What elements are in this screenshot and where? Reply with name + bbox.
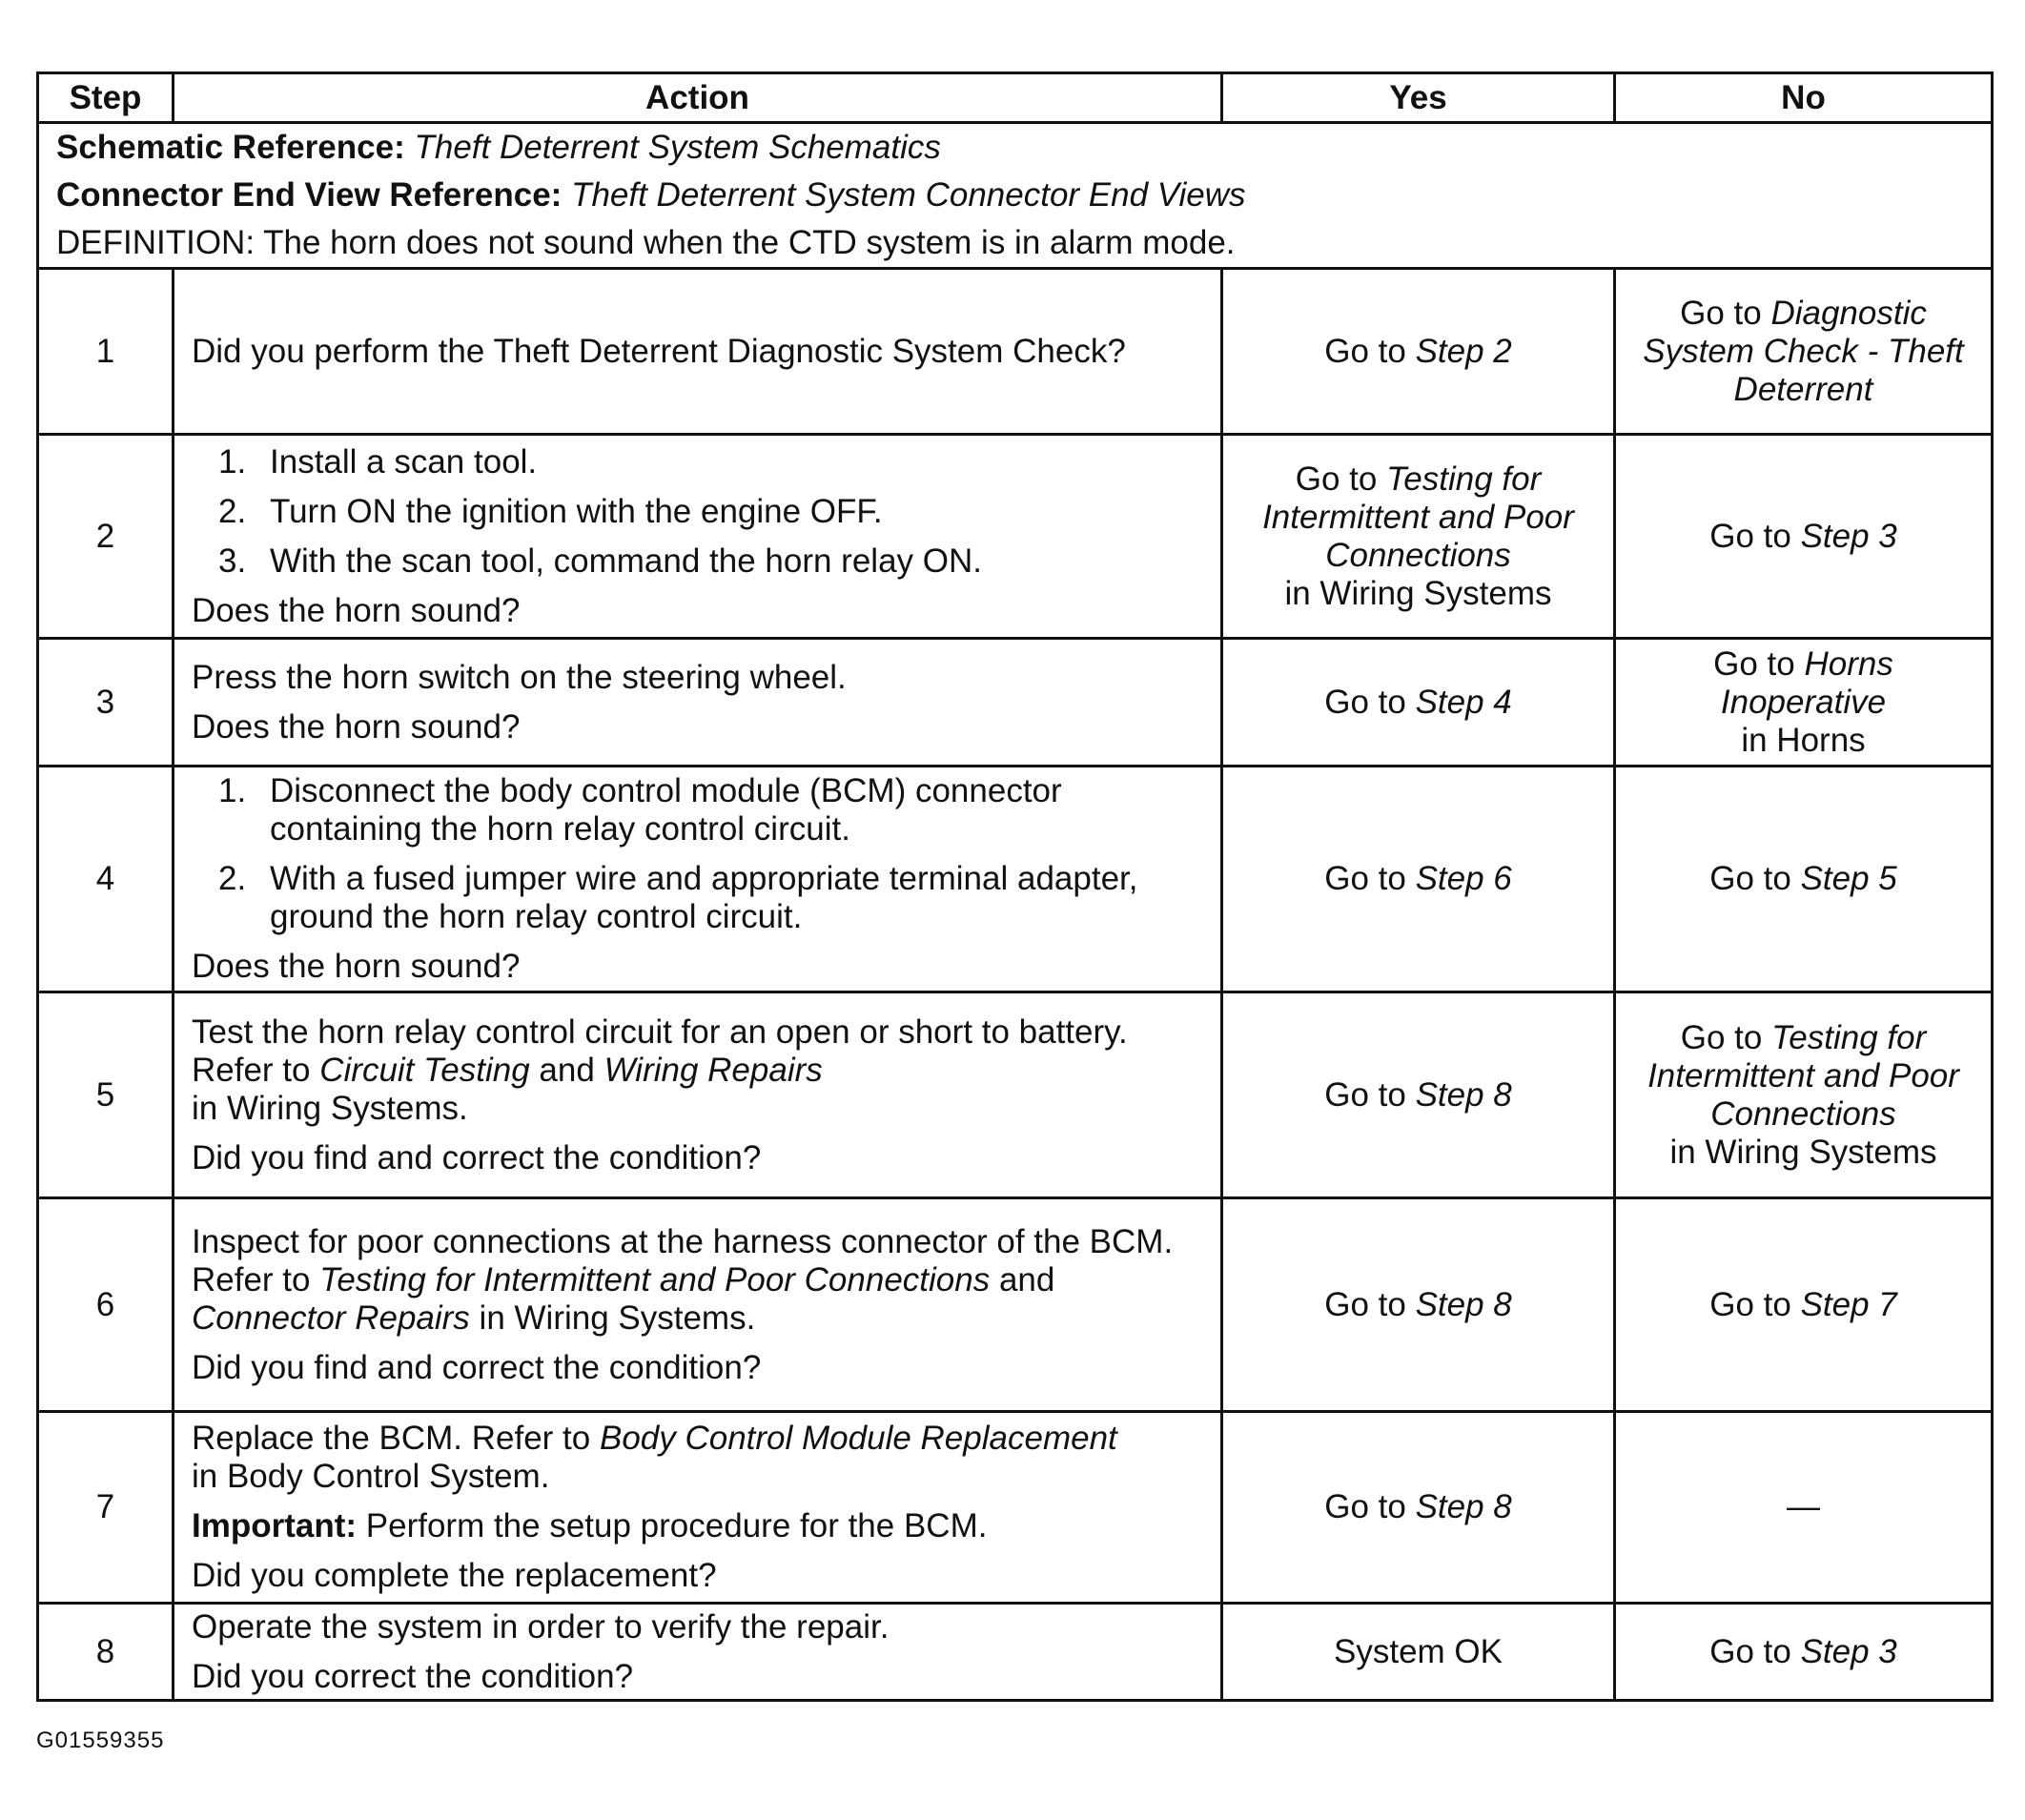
- yes-cell: [1222, 1412, 1615, 1604]
- no-dash: —: [1787, 1488, 1820, 1525]
- list-number: 1.: [218, 442, 247, 481]
- action-cell: [174, 269, 1222, 435]
- action-text: [192, 1013, 1203, 1128]
- no-suffix: in Wiring Systems: [1669, 1133, 1937, 1171]
- no-cell: [1615, 992, 1993, 1198]
- action-cell: [174, 992, 1222, 1198]
- list-item: [192, 493, 1203, 531]
- action-question: Did you complete the replacement?: [192, 1557, 717, 1594]
- yes-prefix: Go to: [1324, 1488, 1416, 1525]
- action-cell: [174, 1604, 1222, 1701]
- action-text-a: Test the horn relay control circuit for an open or short to battery. Refer to: [192, 1012, 1128, 1089]
- table-row: [38, 767, 1993, 992]
- yes-link[interactable]: Step 6: [1415, 860, 1512, 897]
- header-action: Action: [174, 73, 1222, 123]
- yes-prefix: Go to: [1324, 1075, 1416, 1114]
- yes-cell: [1222, 1198, 1615, 1412]
- action-question: Does the horn sound?: [192, 707, 521, 746]
- no-prefix: Go to: [1680, 294, 1771, 332]
- important-note: [192, 1507, 1203, 1545]
- action-text-c: in Wiring Systems.: [469, 1299, 756, 1337]
- no-prefix: Go to: [1709, 860, 1801, 897]
- list-number: 2.: [218, 860, 247, 897]
- no-link[interactable]: Step 3: [1800, 1632, 1897, 1670]
- step-number: 1: [38, 269, 174, 435]
- action-list: [192, 443, 1203, 581]
- action-text: Operate the system in order to verify the repair.: [192, 1607, 890, 1646]
- no-prefix: Go to: [1709, 1632, 1801, 1670]
- yes-suffix: in Wiring Systems: [1284, 574, 1552, 612]
- action-link-circuit-testing[interactable]: Circuit Testing: [319, 1051, 530, 1089]
- action-question: Did you perform the Theft Deterrent Diagnostic System Check?: [192, 332, 1126, 370]
- no-cell: [1615, 1198, 1993, 1412]
- action-link-bcm-replacement[interactable]: Body Control Module Replacement: [599, 1420, 1117, 1457]
- schematic-reference-label: Schematic Reference:: [56, 129, 405, 166]
- list-item: [192, 542, 1203, 581]
- table-row: [38, 1412, 1993, 1604]
- step-number: 2: [38, 435, 174, 639]
- action-link-connector-repairs[interactable]: Connector Repairs: [192, 1299, 470, 1337]
- important-label: Important:: [192, 1507, 358, 1544]
- no-cell: [1615, 1412, 1993, 1604]
- list-number: 1.: [218, 772, 247, 809]
- yes-cell: [1222, 767, 1615, 992]
- action-link-testing-intermittent[interactable]: Testing for Intermittent and Poor Connections: [319, 1260, 991, 1299]
- diagnostic-table: [36, 72, 1994, 1702]
- action-link-wiring-repairs[interactable]: Wiring Repairs: [603, 1051, 823, 1089]
- table-row: [38, 639, 1993, 767]
- yes-text: System OK: [1334, 1632, 1503, 1670]
- header-no: No: [1615, 73, 1993, 123]
- yes-link[interactable]: Step 2: [1415, 332, 1512, 370]
- yes-cell: [1222, 435, 1615, 639]
- list-item: [192, 772, 1203, 849]
- table-row: [38, 269, 1993, 435]
- step-number: 6: [38, 1198, 174, 1412]
- important-text: Perform the setup procedure for the BCM.: [357, 1507, 988, 1544]
- step-number: 7: [38, 1412, 174, 1604]
- action-text-c: in Wiring Systems.: [192, 1089, 468, 1127]
- header-row: [38, 73, 1993, 123]
- schematic-reference-link[interactable]: Theft Deterrent System Schematics: [414, 129, 941, 166]
- no-link[interactable]: Step 7: [1800, 1285, 1897, 1323]
- list-item: [192, 443, 1203, 481]
- no-link[interactable]: Step 5: [1800, 860, 1897, 897]
- yes-prefix: Go to: [1324, 332, 1416, 370]
- list-number: 2.: [218, 492, 247, 530]
- action-question: Did you find and correct the condition?: [192, 1138, 762, 1176]
- list-number: 3.: [218, 542, 247, 580]
- no-cell: [1615, 767, 1993, 992]
- action-question: Did you correct the condition?: [192, 1657, 634, 1695]
- yes-prefix: Go to: [1324, 683, 1416, 721]
- connector-reference: [56, 172, 1974, 219]
- yes-link[interactable]: Testing for Intermittent and Poor Connections: [1262, 460, 1574, 574]
- no-prefix: Go to: [1713, 644, 1805, 683]
- action-cell: [174, 639, 1222, 767]
- no-link[interactable]: Diagnostic System Check - Theft Deterrent: [1643, 294, 1964, 408]
- yes-cell: [1222, 1604, 1615, 1701]
- yes-link[interactable]: Step 8: [1415, 1488, 1512, 1525]
- no-suffix: in Horns: [1741, 721, 1866, 759]
- action-text-b: and: [529, 1051, 604, 1089]
- table-row: [38, 992, 1993, 1198]
- step-number: 3: [38, 639, 174, 767]
- action-question: Did you find and correct the condition?: [192, 1348, 762, 1386]
- no-cell: [1615, 639, 1993, 767]
- yes-cell: [1222, 269, 1615, 435]
- no-cell: [1615, 435, 1993, 639]
- yes-prefix: Go to: [1295, 460, 1387, 498]
- no-prefix: Go to: [1709, 517, 1801, 555]
- list-text: Install a scan tool.: [270, 442, 538, 481]
- step-number: 8: [38, 1604, 174, 1701]
- action-cell: [174, 435, 1222, 639]
- header-step: Step: [38, 73, 174, 123]
- no-cell: [1615, 1604, 1993, 1701]
- action-text-c: in Body Control System.: [192, 1458, 550, 1495]
- connector-reference-label: Connector End View Reference:: [56, 176, 562, 214]
- yes-link[interactable]: Step 8: [1415, 1075, 1512, 1114]
- yes-cell: [1222, 992, 1615, 1198]
- table-row: [38, 435, 1993, 639]
- list-text: Disconnect the body control module (BCM) connector containing the horn relay control circuit.: [270, 772, 1062, 848]
- action-text: [192, 1223, 1203, 1338]
- schematic-reference: [56, 124, 1974, 172]
- action-text: [192, 1420, 1203, 1496]
- no-link[interactable]: Horns Inoperative: [1720, 644, 1893, 721]
- action-text-a: Replace the BCM. Refer to: [192, 1420, 600, 1457]
- definition-text: DEFINITION: The horn does not sound when the CTD system is in alarm mode.: [56, 224, 1236, 261]
- no-cell: [1615, 269, 1993, 435]
- yes-cell: [1222, 639, 1615, 767]
- action-text-b: and: [990, 1260, 1055, 1299]
- reference-cell: [38, 123, 1993, 269]
- list-item: [192, 860, 1203, 936]
- action-cell: [174, 1198, 1222, 1412]
- step-number: 4: [38, 767, 174, 992]
- connector-reference-link[interactable]: Theft Deterrent System Connector End Views: [571, 176, 1246, 214]
- no-prefix: Go to: [1709, 1285, 1801, 1323]
- action-question: Does the horn sound?: [192, 591, 521, 629]
- action-cell: [174, 767, 1222, 992]
- yes-link[interactable]: Step 4: [1415, 683, 1512, 721]
- no-prefix: Go to: [1680, 1018, 1772, 1056]
- list-text: Turn ON the ignition with the engine OFF.: [270, 492, 883, 530]
- action-text-a: Inspect for poor connections at the harness connector of the BCM. Refer to: [192, 1222, 1174, 1299]
- list-text: With a fused jumper wire and appropriate terminal adapter, ground the horn relay control circuit.: [270, 860, 1138, 935]
- list-text: With the scan tool, command the horn relay ON.: [270, 542, 982, 580]
- action-cell: [174, 1412, 1222, 1604]
- step-number: 5: [38, 992, 174, 1198]
- no-link[interactable]: Step 3: [1800, 517, 1897, 555]
- table-row: [38, 1198, 1993, 1412]
- reference-row: [38, 123, 1993, 269]
- action-text: Press the horn switch on the steering wheel.: [192, 658, 847, 696]
- table-row: [38, 1604, 1993, 1701]
- yes-prefix: Go to: [1324, 1285, 1416, 1323]
- yes-link[interactable]: Step 8: [1415, 1285, 1512, 1323]
- yes-prefix: Go to: [1324, 860, 1416, 897]
- header-yes: Yes: [1222, 73, 1615, 123]
- action-question: Does the horn sound?: [192, 948, 521, 985]
- figure-code: G01559355: [36, 1728, 165, 1753]
- no-link[interactable]: Testing for Intermittent and Poor Connections: [1647, 1018, 1959, 1133]
- action-list: [192, 772, 1203, 936]
